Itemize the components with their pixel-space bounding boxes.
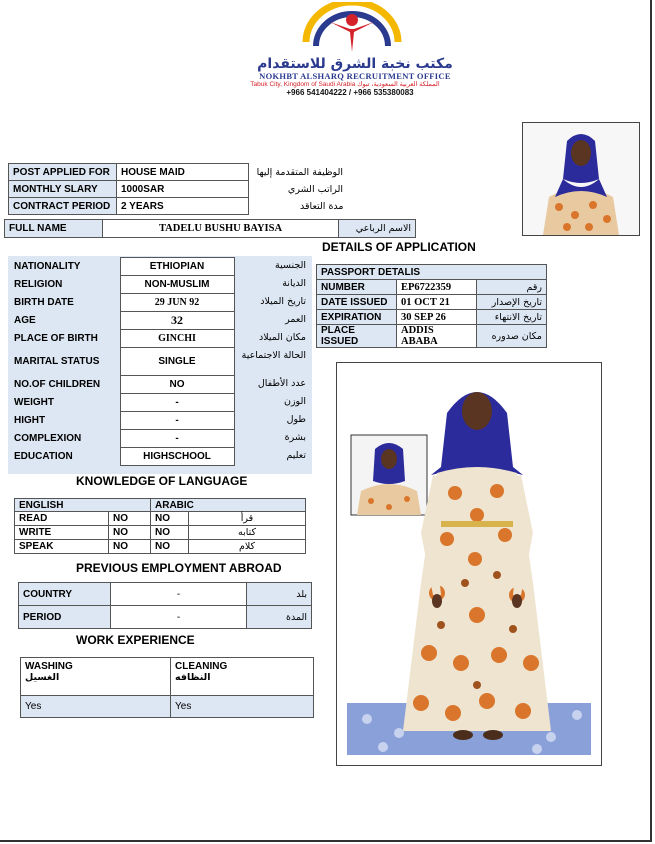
experience-heading: WORK EXPERIENCE: [76, 633, 195, 647]
passport-label: NUMBER: [317, 280, 397, 295]
post-applied-ar: الوظيفة المتقدمة إليها: [256, 166, 343, 178]
details-value: NON-MUSLIM: [120, 276, 234, 294]
contract-period-value: 2 YEARS: [117, 198, 249, 215]
details-ar: الجنسية: [275, 259, 306, 271]
passport-value: 30 SEP 26: [397, 310, 477, 325]
details-value: NO: [120, 376, 234, 394]
full-name-label: FULL NAME: [5, 220, 103, 238]
details-ar: مكان الميلاد: [258, 331, 306, 343]
details-row: [10, 430, 310, 448]
details-label: MARITAL STATUS: [14, 356, 100, 367]
details-heading: DETAILS OF APPLICATION: [322, 240, 476, 254]
details-value: -: [120, 412, 234, 430]
details-value: HIGHSCHOOL: [120, 448, 234, 466]
company-name-arabic: مكتب نخبة الشرق للاستقدام: [257, 56, 453, 72]
monthly-salary-ar: الراتب الشري: [287, 183, 343, 195]
passport-ar: تاريخ الإصدار: [477, 295, 547, 310]
language-skill: SPEAK: [15, 540, 109, 554]
passport-label: EXPIRATION: [317, 310, 397, 325]
cleaning-cell: [171, 658, 314, 696]
details-value: 29 JUN 92: [120, 294, 234, 312]
country-ar: بلد: [247, 583, 312, 606]
details-row: [10, 394, 310, 412]
language-arabic: NO: [151, 512, 189, 526]
company-logo: [292, 2, 412, 58]
passport-ar: مكان صدوره: [477, 325, 547, 348]
details-row: [10, 376, 310, 394]
full-name-ar: الاسم الرباعي: [339, 220, 416, 238]
details-row: [10, 330, 310, 348]
passport-ar: تاريخ الانتهاء: [477, 310, 547, 325]
details-value: -: [120, 430, 234, 448]
company-name-english: NOKHBT ALSHARQ RECRUITMENT OFFICE: [259, 71, 451, 81]
application-table: [8, 163, 348, 215]
details-row: [10, 448, 310, 466]
language-col-arabic: ARABIC: [151, 499, 306, 512]
passport-row: [317, 295, 547, 310]
passport-value: 01 OCT 21: [397, 295, 477, 310]
details-label: RELIGION: [14, 279, 63, 290]
washing-ar: الغسيل: [25, 672, 60, 683]
details-label: HIGHT: [14, 415, 46, 426]
language-english: NO: [109, 540, 151, 554]
contract-period-label: CONTRACT PERIOD: [9, 198, 117, 215]
language-arabic: NO: [151, 540, 189, 554]
language-table: [14, 498, 306, 554]
post-applied-value: HOUSE MAID: [117, 164, 249, 181]
washing-label: WASHING: [25, 661, 73, 672]
passport-label: DATE ISSUED: [317, 295, 397, 310]
language-ar: كلام: [189, 540, 306, 554]
language-ar: قرأ: [189, 512, 306, 526]
details-ar: بشرة: [284, 431, 306, 443]
details-label: COMPLEXION: [14, 433, 82, 444]
passport-row: [317, 280, 547, 295]
details-row: [10, 348, 310, 376]
passport-value: EP6722359: [397, 280, 477, 295]
passport-title: PASSPORT DETALIS: [317, 265, 547, 280]
company-location: Tabuk City, Kingdom of Saudi Arabia المملكة العربية السعودية، تبوك: [250, 81, 440, 88]
applicant-photo-full: [336, 362, 602, 766]
passport-value: ADDIS ABABA: [397, 325, 477, 348]
details-ar: تعليم: [286, 449, 306, 461]
monthly-salary-value: 1000SAR: [117, 181, 249, 198]
language-ar: كتابه: [189, 526, 306, 540]
details-ar: الوزن: [283, 395, 306, 407]
details-row: [10, 258, 310, 276]
previous-heading: PREVIOUS EMPLOYMENT ABROAD: [76, 561, 282, 575]
details-ar: العمر: [285, 313, 306, 325]
period-label: PERIOD: [19, 606, 111, 629]
country-value: -: [111, 583, 247, 606]
language-arabic: NO: [151, 526, 189, 540]
details-label: WEIGHT: [14, 397, 54, 408]
cleaning-value: Yes: [171, 696, 314, 718]
company-phones: +966 541404222 / +966 535380083: [286, 88, 414, 97]
language-row: [15, 512, 306, 526]
language-row: [15, 540, 306, 554]
experience-table: [20, 657, 314, 718]
passport-row: [317, 310, 547, 325]
passport-row: [317, 325, 547, 348]
full-name-value: TADELU BUSHU BAYISA: [103, 220, 339, 238]
post-applied-label: POST APPLIED FOR: [9, 164, 117, 181]
language-skill: WRITE: [15, 526, 109, 540]
details-label: EDUCATION: [14, 451, 73, 462]
details-value: SINGLE: [120, 348, 234, 376]
passport-table: [316, 264, 547, 348]
details-table: [10, 257, 310, 466]
language-skill: READ: [15, 512, 109, 526]
details-ar: الحالة الاجتماعية: [241, 349, 306, 361]
details-label: AGE: [14, 315, 36, 326]
country-label: COUNTRY: [19, 583, 111, 606]
details-ar: طول: [286, 413, 306, 425]
previous-table: [18, 582, 312, 629]
full-name-table: [4, 219, 416, 238]
details-value: 32: [120, 312, 234, 330]
language-english: NO: [109, 526, 151, 540]
details-value: GINCHI: [120, 330, 234, 348]
details-label: PLACE OF BIRTH: [14, 333, 98, 344]
details-ar: تاريخ الميلاد: [260, 295, 306, 307]
cleaning-ar: النظافه: [175, 672, 211, 683]
contract-period-ar: مدة التعاقد: [300, 200, 344, 212]
period-value: -: [111, 606, 247, 629]
details-ar: عدد الأطفال: [257, 377, 306, 389]
language-col-english: ENGLISH: [15, 499, 151, 512]
washing-cell: [21, 658, 171, 696]
passport-label: PLACE ISSUED: [317, 325, 397, 348]
details-label: BIRTH DATE: [14, 297, 74, 308]
details-row: [10, 412, 310, 430]
period-ar: المدة: [247, 606, 312, 629]
details-ar: الديانة: [282, 277, 306, 289]
cleaning-label: CLEANING: [175, 661, 228, 672]
language-english: NO: [109, 512, 151, 526]
passport-ar: رقم: [477, 280, 547, 295]
applicant-photo-small: [522, 122, 640, 236]
details-value: ETHIOPIAN: [120, 258, 234, 276]
language-heading: KNOWLEDGE OF LANGUAGE: [76, 474, 248, 488]
details-value: -: [120, 394, 234, 412]
details-row: [10, 294, 310, 312]
details-row: [10, 276, 310, 294]
washing-value: Yes: [21, 696, 171, 718]
monthly-salary-label: MONTHLY SLARY: [9, 181, 117, 198]
language-row: [15, 526, 306, 540]
details-label: NATIONALITY: [14, 261, 81, 272]
details-row: [10, 312, 310, 330]
details-label: NO.OF CHILDREN: [14, 379, 101, 390]
